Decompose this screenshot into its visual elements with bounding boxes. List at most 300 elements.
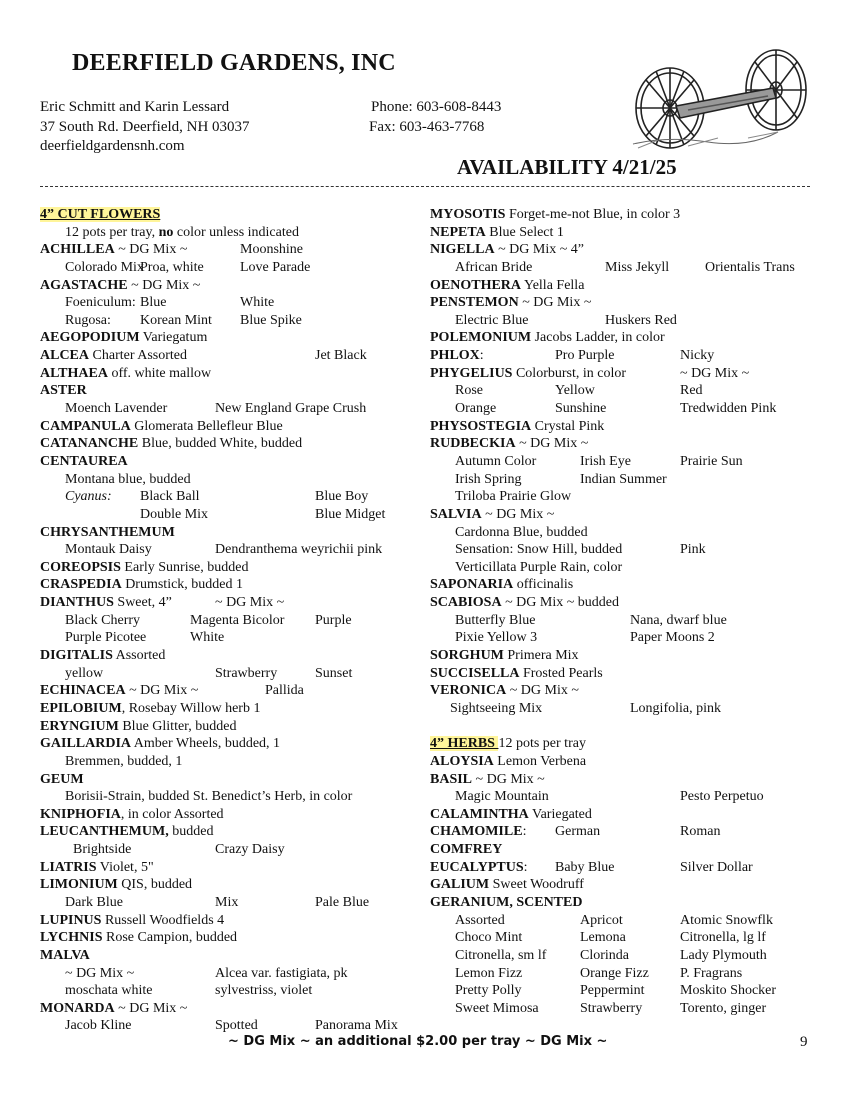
variety-name: Orange (455, 401, 497, 417)
plant-genus: SORGHUM (430, 648, 504, 664)
variety-name: Bremmen, budded, 1 (65, 753, 183, 769)
plant-detail: QIS, budded (117, 877, 193, 893)
variety-name: Moonshine (240, 242, 303, 258)
plant-detail: ~ DG Mix ~ (114, 1000, 188, 1016)
plant-genus: AEGOPODIUM (40, 330, 140, 346)
list-item (40, 665, 420, 683)
tray-note: color unless indicated (173, 224, 299, 240)
list-item (40, 594, 420, 612)
variety-name: sylvestriss, violet (215, 983, 313, 999)
list-item (40, 347, 420, 365)
list-item (40, 929, 420, 947)
plant-detail: Colorburst, in color (512, 365, 627, 381)
variety-name: Cyanus: (65, 489, 112, 505)
plant-genus: PHYSOSTEGIA (430, 418, 532, 434)
plant-detail: ~ DG Mix ~ budded (501, 595, 620, 611)
plant-genus: GERANIUM, SCENTED (430, 894, 583, 910)
plant-detail: Jacobs Ladder, in color (531, 330, 665, 346)
plant-detail: : (523, 859, 528, 875)
plant-detail: ~ DG Mix ~ 4” (494, 242, 584, 258)
list-item (40, 788, 420, 806)
plant-genus: NIGELLA (430, 242, 495, 258)
variety-name: Korean Mint (140, 312, 212, 328)
plant-detail: Assorted (112, 648, 166, 664)
variety-name: Panorama Mix (315, 1018, 398, 1034)
plant-detail: : (479, 348, 484, 364)
plant-detail: ~ DG Mix ~ (506, 683, 579, 699)
variety-name: Peppermint (580, 983, 645, 999)
plant-genus: CHRYSANTHEMUM (40, 524, 175, 540)
list-item (430, 612, 830, 630)
plant-detail: Drumstick, budded 1 (121, 577, 244, 593)
list-item (430, 859, 830, 877)
variety-name: Dark Blue (65, 894, 123, 910)
list-item (430, 912, 830, 930)
variety-name: Blue Spike (240, 312, 302, 328)
list-item (40, 559, 420, 577)
plant-detail: Crystal Pink (531, 418, 605, 434)
list-item (430, 400, 830, 418)
list-item (430, 806, 830, 824)
variety-name: Sweet Mimosa (455, 1000, 539, 1016)
list-item (430, 929, 830, 947)
variety-name: Pallida (265, 683, 304, 699)
variety-name: Strawberry (580, 1000, 643, 1016)
plant-genus: POLEMONIUM (430, 330, 532, 346)
variety-name: Yellow (555, 383, 595, 399)
list-item (430, 506, 830, 524)
variety-name: Sensation: Snow Hill, budded (455, 542, 623, 558)
list-item (40, 365, 420, 383)
list-item (430, 647, 830, 665)
list-item (40, 1000, 420, 1018)
plant-detail: ~ DG Mix ~ (125, 683, 199, 699)
list-item (40, 753, 420, 771)
plant-detail: Early Sunrise, budded (120, 559, 249, 575)
plant-genus: RUDBECKIA (430, 436, 516, 452)
list-item (40, 965, 420, 983)
list-item (40, 471, 420, 489)
variety-name: Lemon Fizz (455, 965, 523, 981)
availability-title: AVAILABILITY 4/21/25 (457, 155, 677, 179)
plant-genus: SAPONARIA (430, 577, 514, 593)
list-item (430, 894, 830, 912)
variety-name: Nicky (680, 348, 715, 364)
plant-genus: MALVA (40, 947, 90, 963)
list-item (430, 241, 830, 259)
fax-line: Fax: 603-463-7768 (369, 119, 485, 135)
variety-name: Purple Picotee (65, 630, 147, 646)
plant-genus: CALAMINTHA (430, 806, 529, 822)
plant-genus: CATANANCHE (40, 436, 139, 452)
plant-genus: COMFREY (430, 842, 503, 858)
cannon-wheel-illustration (628, 40, 813, 152)
list-item (430, 823, 830, 841)
website-link[interactable]: deerfieldgardensnh.com (40, 138, 185, 154)
right-column (430, 206, 830, 1017)
variety-name: Rose (455, 383, 483, 399)
list-item (40, 1017, 420, 1035)
variety-name: Autumn Color (455, 453, 537, 469)
plant-detail: : (522, 824, 527, 840)
list-item (40, 823, 420, 841)
variety-name: Citronella, lg lf (680, 930, 766, 946)
variety-name: Alcea var. fastigiata, pk (215, 965, 348, 981)
variety-name: Baby Blue (555, 859, 615, 875)
list-item (430, 206, 830, 224)
plant-detail: , Rosebay Willow herb 1 (121, 700, 261, 716)
list-item (40, 647, 420, 665)
tray-note: no (158, 224, 174, 240)
variety-name: Torento, ginger (680, 1000, 767, 1016)
plant-genus: ECHINACEA (40, 683, 126, 699)
variety-name: ~ DG Mix ~ (680, 365, 750, 381)
plant-genus: NEPETA (430, 224, 486, 240)
variety-name: Mix (215, 894, 239, 910)
list-item (40, 418, 420, 436)
variety-name: Pro Purple (555, 348, 615, 364)
plant-genus: LIMONIUM (40, 877, 118, 893)
plant-genus: OENOTHERA (430, 277, 522, 293)
variety-name: Strawberry (215, 665, 278, 681)
variety-name: Purple (315, 612, 352, 628)
variety-name: Electric Blue (455, 312, 529, 328)
variety-name: Choco Mint (455, 930, 523, 946)
variety-name: Borisii-Strain, budded St. Benedict’s Herb, in color (65, 789, 353, 805)
list-item (40, 682, 420, 700)
list-item (40, 947, 420, 965)
variety-name: Pink (680, 542, 706, 558)
list-item (430, 524, 830, 542)
list-item (40, 806, 420, 824)
plant-detail: Variegated (528, 806, 592, 822)
plant-genus: CHAMOMILE (430, 824, 523, 840)
variety-name: Sunset (315, 665, 353, 681)
plant-genus: PHLOX (430, 348, 480, 364)
variety-name: Moskito Shocker (680, 983, 777, 999)
list-item (430, 665, 830, 683)
list-item (40, 576, 420, 594)
variety-name: Pesto Perpetuo (680, 789, 764, 805)
variety-name: Jacob Kline (65, 1018, 132, 1034)
list-item (40, 277, 420, 295)
variety-name: Silver Dollar (680, 859, 753, 875)
list-item (430, 471, 830, 489)
list-item (430, 382, 830, 400)
plant-genus: DIANTHUS (40, 595, 114, 611)
variety-name: Clorinda (580, 947, 629, 963)
list-item (430, 453, 830, 471)
plant-detail: Variegatum (139, 330, 208, 346)
list-item (40, 259, 420, 277)
plant-detail: Glomerata Bellefleur Blue (130, 418, 283, 434)
plant-genus: PENSTEMON (430, 295, 519, 311)
list-item (40, 241, 420, 259)
plant-genus: COREOPSIS (40, 559, 121, 575)
list-item (40, 488, 420, 506)
variety-name: ~ DG Mix ~ (215, 595, 285, 611)
tray-note: 12 pots per tray, (65, 224, 159, 240)
list-item (430, 841, 830, 859)
list-item (40, 294, 420, 312)
plant-genus: SALVIA (430, 506, 482, 522)
plant-detail: ~ DG Mix ~ (481, 506, 555, 522)
list-item (430, 982, 830, 1000)
list-item (40, 876, 420, 894)
list-item (430, 753, 830, 771)
plant-detail: Sweet Woodruff (489, 877, 584, 893)
variety-name: African Bride (455, 259, 533, 275)
variety-name: Tredwidden Pink (680, 401, 777, 417)
plant-genus: EUCALYPTUS (430, 859, 524, 875)
plant-detail: Frosted Pearls (519, 665, 603, 681)
variety-name: ~ DG Mix ~ (65, 965, 135, 981)
variety-name: Love Parade (240, 259, 311, 275)
variety-name: Paper Moons 2 (630, 630, 715, 646)
list-item (40, 771, 420, 789)
variety-name: Foeniculum: (65, 295, 136, 311)
plant-genus: ALOYSIA (430, 753, 494, 769)
plant-detail: Violet, 5" (96, 859, 154, 875)
plant-detail: Amber Wheels, budded, 1 (131, 736, 281, 752)
plant-genus: ERYNGIUM (40, 718, 119, 734)
plant-detail: ~ DG Mix ~ (515, 436, 589, 452)
plant-genus: VERONICA (430, 683, 507, 699)
variety-name: Proa, white (140, 259, 204, 275)
list-item (40, 453, 420, 471)
list-item (40, 982, 420, 1000)
plant-genus: LIATRIS (40, 859, 97, 875)
list-item (40, 224, 420, 242)
plant-genus: MONARDA (40, 1000, 115, 1016)
variety-name: Montauk Daisy (65, 542, 152, 558)
variety-name: Sightseeing Mix (450, 700, 543, 716)
plant-genus: ALTHAEA (40, 365, 108, 381)
owners-line: Eric Schmitt and Karin Lessard (40, 99, 230, 115)
list-item (40, 612, 420, 630)
list-item (430, 629, 830, 647)
list-item (40, 894, 420, 912)
variety-name: Citronella, sm lf (455, 947, 547, 963)
plant-genus: ASTER (40, 383, 87, 399)
plant-detail: ~ DG Mix ~ (518, 295, 592, 311)
list-item (40, 312, 420, 330)
plant-detail: ~ DG Mix ~ (127, 277, 201, 293)
list-item (430, 312, 830, 330)
list-item (40, 382, 420, 400)
plant-genus: SCABIOSA (430, 595, 502, 611)
plant-detail: Charter Assorted (89, 348, 187, 364)
plant-detail: Blue Select 1 (485, 224, 564, 240)
variety-name: Assorted (455, 912, 505, 928)
plant-detail: Lemon Verbena (493, 753, 587, 769)
list-item (430, 488, 830, 506)
list-item (430, 788, 830, 806)
plant-detail: Sweet, 4” (113, 595, 172, 611)
plant-detail: Forget-me-not Blue, in color 3 (505, 207, 681, 222)
variety-name: Roman (680, 824, 721, 840)
list-item (430, 329, 830, 347)
plant-genus: GEUM (40, 771, 84, 787)
left-column (40, 206, 420, 1035)
list-item (430, 294, 830, 312)
plant-genus: LEUCANTHEMUM, (40, 824, 169, 840)
list-item (40, 206, 420, 224)
variety-name: Triloba Prairie Glow (455, 489, 572, 505)
plant-genus: GAILLARDIA (40, 736, 132, 752)
list-item (40, 859, 420, 877)
list-item (40, 506, 420, 524)
variety-name: Jet Black (315, 348, 367, 364)
variety-name: Irish Eye (580, 453, 631, 469)
variety-name: moschata white (65, 983, 153, 999)
variety-name: Cardonna Blue, budded (455, 524, 588, 540)
variety-name: German (555, 824, 601, 840)
variety-name: Magenta Bicolor (190, 612, 285, 628)
plant-detail: officinalis (513, 577, 574, 593)
list-item (40, 541, 420, 559)
plant-genus: KNIPHOFIA (40, 806, 121, 822)
list-item (430, 347, 830, 365)
plant-genus: ALCEA (40, 348, 90, 364)
plant-detail: Blue, budded White, budded (138, 436, 303, 452)
address-line: 37 South Rd. Deerfield, NH 03037 (40, 119, 250, 135)
variety-name: Atomic Snowflk (680, 912, 773, 928)
variety-name: Butterfly Blue (455, 612, 536, 628)
variety-name: Nana, dwarf blue (630, 612, 727, 628)
plant-detail: Primera Mix (503, 648, 579, 664)
page-number: 9 (800, 1034, 808, 1050)
list-item (40, 718, 420, 736)
list-item (40, 524, 420, 542)
variety-name: Magic Mountain (455, 789, 549, 805)
list-item (430, 576, 830, 594)
variety-name: Prairie Sun (680, 453, 743, 469)
list-item (430, 418, 830, 436)
dg-mix-footer-note: ~ DG Mix ~ an additional $2.00 per tray ~ DG Mix ~ (228, 1034, 608, 1049)
plant-detail: Rose Campion, budded (102, 930, 238, 946)
plant-genus: GALIUM (430, 877, 490, 893)
plant-genus: ACHILLEA (40, 242, 115, 258)
variety-name: Apricot (580, 912, 623, 928)
plant-detail: Blue Glitter, budded (118, 718, 237, 734)
list-item (430, 735, 830, 753)
list-item (430, 876, 830, 894)
list-item (430, 224, 830, 242)
variety-name: Blue Midget (315, 506, 386, 522)
variety-name: Moench Lavender (65, 401, 168, 417)
plant-detail: Yella Fella (521, 277, 585, 293)
plant-genus: EPILOBIUM (40, 700, 122, 716)
list-item (40, 700, 420, 718)
list-item (430, 947, 830, 965)
variety-name: Rugosa: (65, 312, 111, 328)
plant-genus: LYCHNIS (40, 930, 103, 946)
variety-name: White (190, 630, 225, 646)
plant-genus: BASIL (430, 771, 473, 787)
variety-name: Pretty Polly (455, 983, 522, 999)
plant-genus: CRASPEDIA (40, 577, 122, 593)
plant-detail: 12 pots per tray (498, 736, 586, 752)
variety-name: Montana blue, budded (65, 471, 191, 487)
list-item (430, 1000, 830, 1018)
variety-name: Red (680, 383, 703, 399)
plant-detail: ~ DG Mix ~ (472, 771, 545, 787)
variety-name: Double Mix (140, 506, 209, 522)
variety-name: yellow (65, 665, 104, 681)
company-name: DEERFIELD GARDENS, INC (72, 50, 396, 76)
list-item (430, 700, 830, 718)
variety-name: Crazy Daisy (215, 842, 285, 858)
list-item (430, 435, 830, 453)
variety-name: Black Cherry (65, 612, 141, 628)
plant-genus: PHYGELIUS (430, 365, 513, 381)
list-item (40, 841, 420, 859)
variety-name: Sunshine (555, 401, 607, 417)
plant-genus: DIGITALIS (40, 648, 113, 664)
variety-name: Orientalis Trans (705, 259, 795, 275)
plant-detail: Russell Woodfields 4 (101, 912, 225, 928)
variety-name: New England Grape Crush (215, 401, 367, 417)
list-item (430, 594, 830, 612)
variety-name: Longifolia, pink (630, 700, 721, 716)
section-heading: 4” CUT FLOWERS (40, 207, 161, 222)
plant-detail: , in color Assorted (120, 806, 224, 822)
list-item (430, 365, 830, 383)
header-divider (40, 186, 810, 187)
plant-genus: CAMPANULA (40, 418, 131, 434)
list-item (430, 559, 830, 577)
variety-name: Pixie Yellow 3 (455, 630, 538, 646)
list-item (430, 718, 830, 736)
list-item (430, 541, 830, 559)
list-item (40, 400, 420, 418)
plant-detail: ~ DG Mix ~ (114, 242, 188, 258)
variety-name: Irish Spring (455, 471, 522, 487)
list-item (430, 277, 830, 295)
plant-genus: LUPINUS (40, 912, 102, 928)
list-item (40, 435, 420, 453)
variety-name: White (240, 295, 275, 311)
variety-name: Pale Blue (315, 894, 370, 910)
section-heading: 4” HERBS (430, 736, 499, 752)
variety-name: Brightside (73, 842, 132, 858)
variety-name: Blue Boy (315, 489, 369, 505)
list-item (40, 912, 420, 930)
plant-genus: CENTAUREA (40, 453, 128, 469)
variety-name: Huskers Red (605, 312, 677, 328)
list-item (40, 735, 420, 753)
plant-genus: AGASTACHE (40, 277, 128, 293)
variety-name: Indian Summer (580, 471, 667, 487)
variety-name: Colorado Mix (65, 259, 144, 275)
list-item (40, 329, 420, 347)
variety-name: Verticillata Purple Rain, color (455, 559, 623, 575)
plant-detail: off. white mallow (107, 365, 212, 381)
variety-name: Lemona (580, 930, 626, 946)
list-item (430, 259, 830, 277)
variety-name: Spotted (215, 1018, 258, 1034)
variety-name: Miss Jekyll (605, 259, 670, 275)
plant-genus: SUCCISELLA (430, 665, 520, 681)
list-item (40, 629, 420, 647)
variety-name: Orange Fizz (580, 965, 649, 981)
variety-name: Lady Plymouth (680, 947, 767, 963)
variety-name: Black Ball (140, 489, 200, 505)
variety-name: Dendranthema weyrichii pink (215, 542, 383, 558)
list-item (430, 965, 830, 983)
list-item (430, 682, 830, 700)
